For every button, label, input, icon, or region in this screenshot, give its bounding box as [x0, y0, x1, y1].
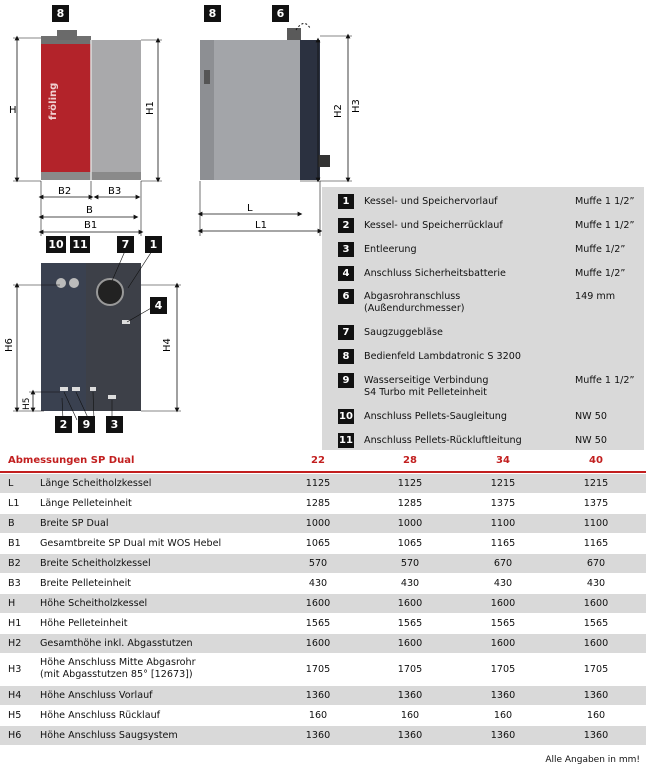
row-value: 1705: [583, 664, 609, 675]
row-value: 1000: [305, 518, 331, 529]
row-value: 670: [493, 558, 513, 569]
row-value: 1705: [490, 664, 516, 675]
column-header: 22: [311, 455, 325, 466]
row-value: 1600: [397, 598, 423, 609]
callout-11-rear: 11: [70, 236, 90, 253]
row-code: L1: [8, 498, 20, 509]
table-row: [0, 494, 646, 514]
callout-8-side: 8: [204, 5, 221, 22]
dim-b3: B3: [108, 186, 122, 197]
table-header: [0, 450, 646, 474]
row-description: Höhe Scheitholzkessel: [40, 598, 148, 609]
legend-text: Anschluss Pellets-Rückluftleitung: [364, 435, 522, 446]
row-value: 430: [493, 578, 513, 589]
dim-h1: H1: [145, 101, 156, 115]
row-code: H: [8, 598, 16, 609]
row-value: 1215: [583, 478, 609, 489]
row-value: 1065: [397, 538, 423, 549]
row-value: 1165: [583, 538, 609, 549]
row-value: 1600: [490, 638, 516, 649]
legend-number: 10: [339, 411, 353, 422]
row-value: 1360: [583, 690, 609, 701]
dim-b1: B1: [84, 220, 98, 231]
row-value: 1600: [305, 598, 331, 609]
row-value: 1125: [305, 478, 331, 489]
callout-9-rear: 9: [78, 416, 95, 433]
table-row: [0, 554, 646, 574]
row-value: 160: [308, 710, 328, 721]
legend-number: 11: [339, 435, 353, 446]
dim-h6: H6: [4, 338, 15, 352]
row-value: 1360: [490, 730, 516, 741]
row-value: 1360: [305, 730, 331, 741]
row-description: Höhe Anschluss Mitte Abgasrohr (mit Abgasstutzen 85° [12673]): [40, 657, 196, 680]
table-row: [0, 474, 646, 494]
row-code: H1: [8, 618, 22, 629]
callout-1-rear: 1: [145, 236, 162, 253]
legend-value: Muffe 1/2”: [575, 244, 626, 255]
legend-number: 6: [338, 289, 354, 304]
callout-3-rear: 3: [106, 416, 123, 433]
row-description: Breite SP Dual: [40, 518, 109, 529]
callout-2-rear: 2: [55, 416, 72, 433]
row-value: 1360: [305, 690, 331, 701]
table-row: [0, 634, 646, 654]
row-value: 1600: [397, 638, 423, 649]
table-title: Abmessungen SP Dual: [8, 455, 135, 466]
row-value: 1565: [490, 618, 516, 629]
legend-value: Muffe 1 1/2”: [575, 375, 635, 386]
legend-text: Bedienfeld Lambdatronic S 3200: [364, 351, 521, 362]
row-value: 430: [400, 578, 420, 589]
column-header: 34: [496, 455, 510, 466]
row-code: L: [8, 478, 14, 489]
legend-value: 149 mm: [575, 291, 616, 302]
row-value: 1600: [583, 598, 609, 609]
row-code: B2: [8, 558, 21, 569]
callout-10-rear: 10: [46, 236, 66, 253]
row-value: 1600: [305, 638, 331, 649]
table-row: [0, 726, 646, 746]
callout-8-front: 8: [52, 5, 69, 22]
table-body: [0, 474, 646, 746]
row-value: 1100: [583, 518, 609, 529]
row-description: Breite Scheitholzkessel: [40, 558, 151, 569]
row-value: 430: [586, 578, 606, 589]
row-code: H4: [8, 690, 22, 701]
legend-number: 1: [338, 194, 354, 209]
row-value: 1360: [397, 690, 423, 701]
row-value: 1165: [490, 538, 516, 549]
side-body: [200, 40, 300, 180]
table-row: [0, 574, 646, 594]
row-value: 1375: [490, 498, 516, 509]
legend-text: Wasserseitige Verbindung S4 Turbo mit Pelleteinheit: [364, 375, 489, 398]
legend-number: 7: [338, 325, 354, 340]
pellet-unit-side: [300, 40, 320, 180]
legend-text: Anschluss Sicherheitsbatterie: [364, 268, 506, 279]
rear-view: [4, 251, 181, 420]
legend-value: Muffe 1 1/2”: [575, 196, 635, 207]
row-value: 1100: [490, 518, 516, 529]
row-value: 1215: [490, 478, 516, 489]
row-value: 570: [400, 558, 420, 569]
legend-value: NW 50: [575, 411, 607, 422]
legend-text: Kessel- und Speicherrücklauf: [364, 220, 503, 231]
row-description: Höhe Pelleteinheit: [40, 618, 128, 629]
legend-text: Anschluss Pellets-Saugleitung: [364, 411, 507, 422]
row-value: 1285: [305, 498, 331, 509]
legend-text: Saugzuggebläse: [364, 327, 443, 338]
row-code: B1: [8, 538, 21, 549]
dim-b2: B2: [58, 186, 72, 197]
header-rule: [0, 471, 646, 473]
legend-value: Muffe 1 1/2”: [575, 220, 635, 231]
row-description: Länge Pelleteinheit: [40, 498, 132, 509]
callout-7-rear: 7: [117, 236, 134, 253]
row-value: 160: [400, 710, 420, 721]
row-value: 160: [493, 710, 513, 721]
table-row: [0, 594, 646, 614]
dim-l: L: [247, 203, 253, 214]
row-value: 1705: [397, 664, 423, 675]
row-value: 1705: [305, 664, 331, 675]
column-header: 40: [589, 455, 603, 466]
row-description: Höhe Anschluss Vorlauf: [40, 690, 153, 701]
legend-value: NW 50: [575, 435, 607, 446]
table-row: [0, 614, 646, 634]
row-value: 430: [308, 578, 328, 589]
row-value: 1360: [583, 730, 609, 741]
legend-text: Kessel- und Speichervorlauf: [364, 196, 498, 207]
dim-h2: H2: [333, 104, 344, 118]
row-value: 1360: [490, 690, 516, 701]
dim-h4: H4: [162, 338, 173, 352]
row-value: 670: [586, 558, 606, 569]
dim-h3: H3: [351, 99, 362, 113]
table-row: [0, 706, 646, 726]
row-value: 1065: [305, 538, 331, 549]
legend-text: Entleerung: [364, 244, 417, 255]
dim-h5: H5: [22, 397, 32, 410]
brand-logo: fröling: [48, 82, 59, 120]
row-code: H2: [8, 638, 22, 649]
row-value: 1565: [305, 618, 331, 629]
row-value: 570: [308, 558, 328, 569]
row-code: H3: [8, 664, 22, 675]
row-value: 1360: [397, 730, 423, 741]
row-code: H5: [8, 710, 22, 721]
legend-number: 2: [338, 218, 354, 233]
dimensions-table: [0, 450, 646, 746]
column-header: 28: [403, 455, 417, 466]
callout-6-side: 6: [272, 5, 289, 22]
dim-h: H: [9, 105, 17, 116]
dim-b: B: [86, 205, 93, 216]
callout-4-rear: 4: [150, 297, 167, 314]
pellet-unit-front: [91, 40, 141, 180]
row-description: Gesamtbreite SP Dual mit WOS Hebel: [40, 538, 222, 549]
row-value: 1565: [583, 618, 609, 629]
table-row: [0, 534, 646, 554]
row-value: 1285: [397, 498, 423, 509]
row-value: 1000: [397, 518, 423, 529]
table-row: [0, 654, 646, 686]
row-value: 160: [586, 710, 606, 721]
row-value: 1375: [583, 498, 609, 509]
row-description: Höhe Anschluss Rücklauf: [40, 710, 161, 721]
legend-number: 4: [338, 266, 354, 281]
row-value: 1600: [490, 598, 516, 609]
legend-number: 3: [338, 242, 354, 257]
row-code: B3: [8, 578, 21, 589]
row-code: H6: [8, 730, 22, 741]
row-code: B: [8, 518, 15, 529]
front-view: [9, 30, 162, 236]
row-value: 1600: [583, 638, 609, 649]
connection-legend: [322, 187, 644, 450]
row-value: 1565: [397, 618, 423, 629]
dim-l1: L1: [255, 220, 267, 231]
row-description: Höhe Anschluss Saugsystem: [40, 730, 178, 741]
footnote: Alle Angaben in mm!: [545, 755, 640, 765]
row-value: 1125: [397, 478, 423, 489]
table-row: [0, 514, 646, 534]
row-description: Länge Scheitholzkessel: [40, 478, 152, 489]
legend-number: 9: [338, 373, 354, 388]
table-row: [0, 686, 646, 706]
legend-number: 8: [338, 349, 354, 364]
row-description: Breite Pelleteinheit: [40, 578, 131, 589]
row-description: Gesamthöhe inkl. Abgasstutzen: [40, 638, 193, 649]
legend-value: Muffe 1/2”: [575, 268, 626, 279]
legend-text: Abgasrohranschluss (Außendurchmesser): [364, 291, 465, 314]
